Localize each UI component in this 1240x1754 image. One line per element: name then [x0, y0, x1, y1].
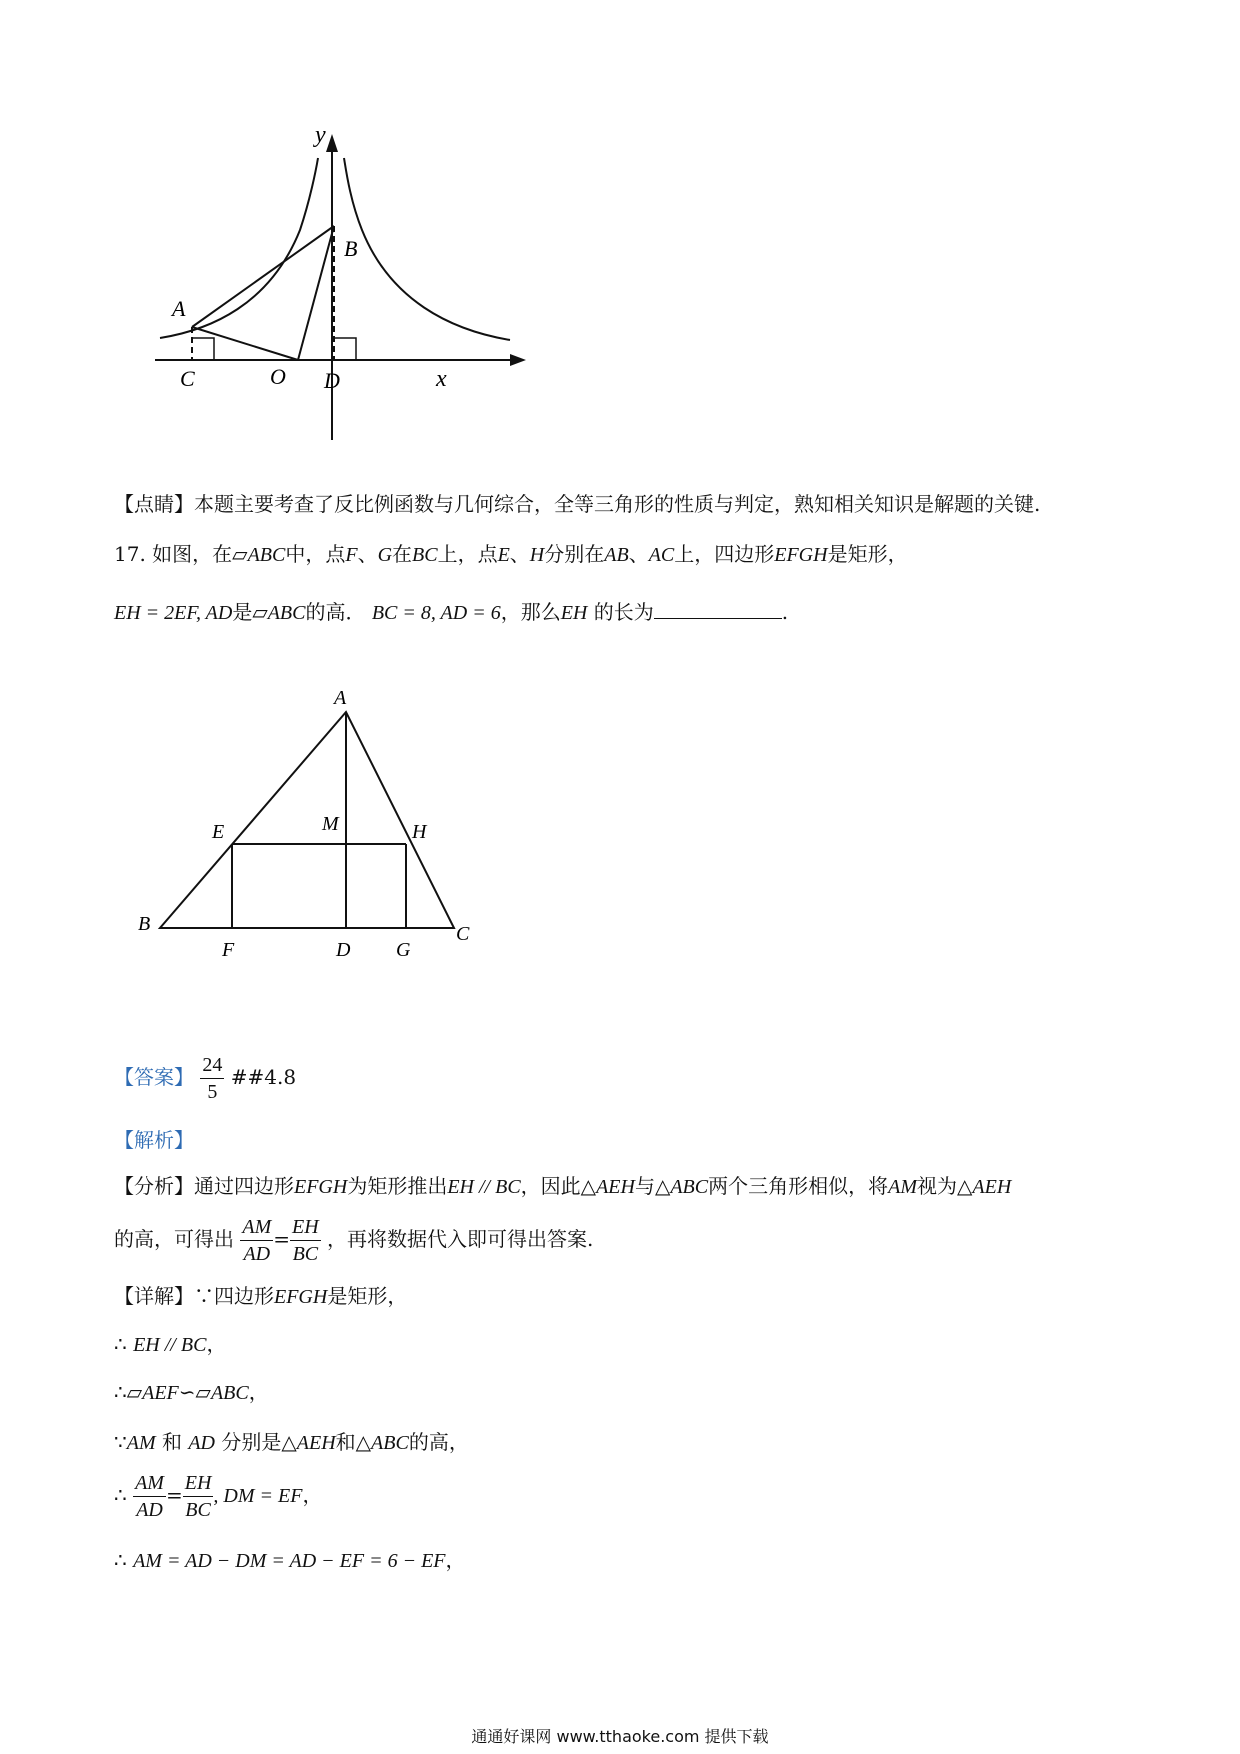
label-a: A	[334, 687, 347, 709]
xiangjie-text: ，	[248, 1380, 269, 1404]
fenxi-text: ，再将数据代入即可得出答案.	[327, 1227, 594, 1251]
q17-text: 上，四边形	[674, 542, 775, 566]
numerator: AM	[240, 1214, 273, 1241]
equals-sign: =	[273, 1227, 291, 1251]
q17-text: 上，点	[437, 542, 498, 566]
q17-text: 如图，在	[152, 542, 233, 566]
denominator: AD	[243, 1243, 271, 1265]
segment-bo	[298, 226, 334, 360]
xiangjie-text: 的高，	[408, 1430, 469, 1454]
triangle-symbol: ▱	[195, 1380, 211, 1404]
fenxi-math: AEH	[972, 1176, 1012, 1198]
hyperbola-figure	[150, 130, 530, 440]
fenxi-math: AEH	[596, 1176, 635, 1198]
footer-credit: 通通好课网 www.tthaoke.com 提供下载	[471, 1727, 769, 1746]
question-17-line2	[114, 598, 788, 627]
xiangjie-line4	[114, 1428, 469, 1457]
q17-text: 、	[357, 542, 378, 566]
equals-sign: =	[165, 1483, 183, 1507]
x-axis-arrow	[510, 354, 526, 366]
q17-math: F	[345, 544, 358, 566]
label-d: D	[324, 368, 340, 393]
xiangjie-text: ∵四边形	[194, 1284, 274, 1308]
fraction-eh-bc	[290, 1214, 321, 1267]
fenxi-text: 与△	[634, 1174, 671, 1198]
fenxi-text: ，因此△	[520, 1174, 597, 1198]
therefore-symbol: ∴	[114, 1548, 127, 1572]
xiangjie-text: 是矩形，	[327, 1284, 408, 1308]
question-17-line1	[114, 540, 908, 569]
xiangjie-line3	[114, 1378, 269, 1407]
q17-math: AB	[604, 544, 629, 566]
answer-alt: ##4.8	[230, 1065, 297, 1089]
dianjing-tag: 【点睛】	[114, 492, 194, 516]
label-e: E	[212, 821, 225, 843]
xiangjie-math: AEF∽	[142, 1382, 196, 1404]
triangle-symbol: ▱	[252, 600, 268, 624]
xiangjie-text: 和△	[335, 1430, 372, 1454]
q17-text: 在	[392, 542, 413, 566]
because-symbol: ∵	[114, 1430, 127, 1454]
xiangjie-line2	[114, 1330, 226, 1359]
label-b: B	[138, 913, 151, 935]
q17-text: .	[781, 600, 789, 624]
xiangjie-text: 和	[161, 1430, 182, 1454]
fenxi-math: EFGH	[294, 1176, 348, 1198]
fenxi-math: AM	[888, 1176, 918, 1198]
fenxi-text: 的高，可得出	[114, 1227, 234, 1251]
q17-math: E	[497, 544, 510, 566]
q17-math: BC = 8, AD = 6	[371, 602, 501, 624]
label-a: A	[172, 296, 186, 321]
q17-text: 中，点	[285, 542, 346, 566]
fraction-am-ad	[240, 1214, 273, 1267]
q17-math: BC	[412, 544, 438, 566]
therefore-symbol: ∴	[114, 1483, 127, 1507]
xiangjie-tag: 【详解】	[114, 1284, 194, 1308]
denominator: BC	[185, 1499, 211, 1521]
xiangjie-text: 分别是△	[221, 1430, 297, 1454]
answer-blank	[654, 598, 782, 619]
triangle-symbol: ▱	[126, 1380, 143, 1404]
triangle-symbol: ▱	[232, 542, 248, 566]
xiangjie-math: EH // BC	[133, 1334, 207, 1356]
xiangjie-text: ，	[302, 1483, 323, 1507]
fraction-am-ad	[133, 1470, 166, 1523]
xiangjie-math: AD	[188, 1432, 216, 1454]
q17-text: 的长为	[593, 600, 654, 624]
fenxi-text: 为矩形推出	[347, 1174, 448, 1198]
xiangjie-text: ，	[445, 1548, 466, 1572]
therefore-symbol: ∴	[114, 1332, 127, 1356]
xiangjie-math: ABC	[371, 1432, 409, 1454]
segment-ab	[192, 226, 334, 327]
q17-math: ABC	[247, 544, 286, 566]
answer-tag: 【答案】	[114, 1065, 194, 1089]
label-g: G	[396, 939, 411, 960]
fraction-eh-bc	[183, 1470, 214, 1523]
fenxi-text: 两个三角形相似，将	[708, 1174, 889, 1198]
label-b: B	[344, 236, 358, 261]
segment-ao	[192, 327, 298, 360]
jiexi-tag: 【解析】	[114, 1128, 194, 1152]
xiangjie-math: EFGH	[274, 1286, 328, 1308]
question-number: 17.	[114, 542, 146, 566]
label-h: H	[412, 821, 427, 843]
q17-text: 是矩形，	[827, 542, 908, 566]
label-x: x	[436, 366, 447, 392]
q17-text: 、	[628, 542, 649, 566]
xiangjie-line5	[114, 1470, 322, 1523]
fenxi-line1	[114, 1172, 1011, 1201]
numerator: AM	[133, 1470, 166, 1497]
answer-denominator: 5	[207, 1081, 218, 1103]
xiangjie-math: AM = AD − DM = AD − EF = 6 − EF	[133, 1550, 446, 1572]
answer-fraction	[200, 1052, 224, 1105]
dianjing-paragraph	[114, 490, 1040, 518]
fenxi-math: ABC	[670, 1176, 709, 1198]
q17-text: ，那么	[500, 600, 561, 624]
q17-math: AC	[648, 544, 675, 566]
q17-text: 分别在	[544, 542, 605, 566]
label-f: F	[222, 939, 235, 960]
label-c: C	[180, 366, 195, 391]
xiangjie-text: ，	[206, 1332, 227, 1356]
q17-math: EFGH	[774, 544, 828, 566]
q17-math: ABC	[267, 602, 306, 624]
xiangjie-math: ABC	[210, 1382, 249, 1404]
label-d: D	[336, 939, 351, 960]
xiangjie-math: , DM = EF	[213, 1485, 303, 1507]
q17-text: 是	[232, 600, 253, 624]
triangle-abc	[160, 712, 454, 928]
y-axis-arrow	[326, 134, 338, 152]
hyperbola-right-branch	[344, 158, 510, 340]
fenxi-math: EH // BC	[447, 1176, 521, 1198]
q17-math: EH	[560, 602, 588, 624]
answer-line	[114, 1052, 296, 1105]
right-angle-c	[192, 338, 214, 360]
numerator: EH	[183, 1470, 214, 1497]
triangle-figure	[130, 680, 480, 960]
label-c: C	[456, 923, 470, 945]
label-y: y	[315, 130, 326, 148]
fenxi-tag: 【分析】	[114, 1174, 194, 1198]
xiangjie-line6	[114, 1546, 466, 1575]
label-o: O	[270, 364, 286, 389]
q17-math: EH = 2EF, AD	[114, 602, 233, 624]
denominator: BC	[292, 1243, 319, 1265]
denominator: AD	[136, 1499, 163, 1521]
xiangjie-math: AM	[126, 1432, 156, 1454]
answer-numerator: 24	[200, 1052, 224, 1079]
fenxi-text: 通过四边形	[194, 1174, 294, 1198]
fenxi-line2	[114, 1214, 593, 1267]
numerator: EH	[290, 1214, 321, 1241]
q17-math: G	[377, 544, 393, 566]
q17-text: 、	[509, 542, 530, 566]
fenxi-text: 视为△	[917, 1174, 973, 1198]
xiangjie-math: AEH	[296, 1432, 336, 1454]
right-angle-d	[334, 338, 356, 360]
dianjing-text: 本题主要考查了反比例函数与几何综合，全等三角形的性质与判定，熟知相关知识是解题的关键.	[194, 492, 1041, 516]
q17-math: H	[529, 544, 545, 566]
xiangjie-line1	[114, 1282, 407, 1311]
therefore-symbol: ∴	[114, 1380, 127, 1404]
q17-text: 的高．	[305, 600, 366, 624]
label-m: M	[322, 813, 339, 835]
